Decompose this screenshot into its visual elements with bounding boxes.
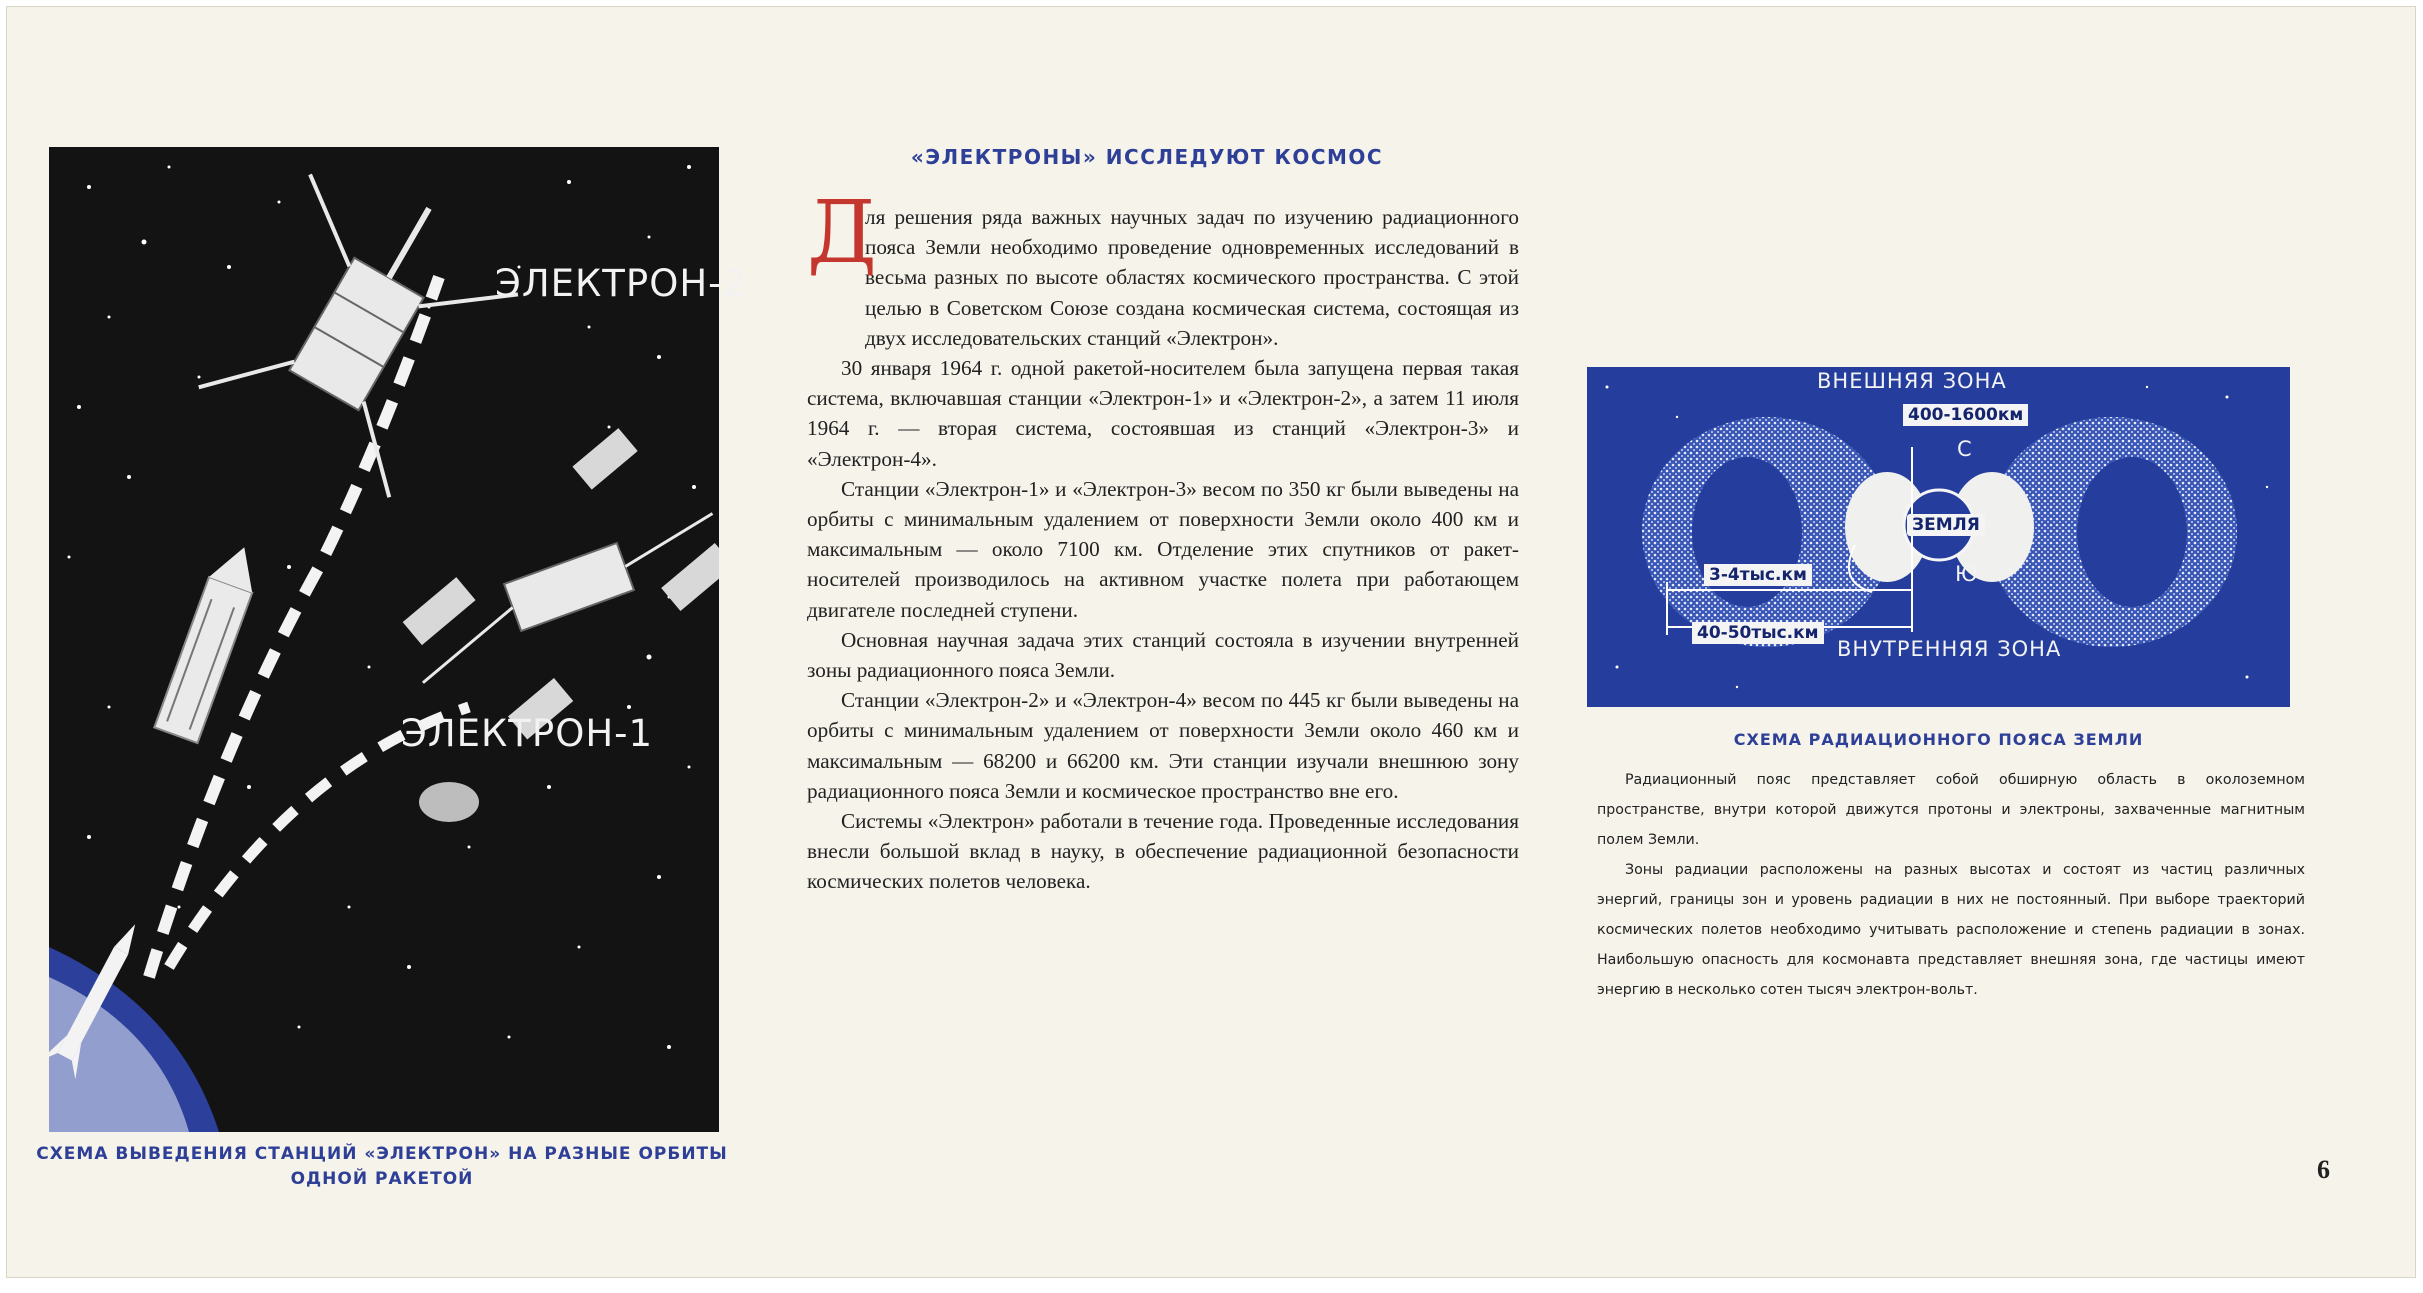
label-earth: ЗЕМЛЯ (1907, 514, 1985, 536)
figure-paragraph-2: Зоны радиации расположены на разных высотах и состоят из частиц различных энергий, границы зон и уровень радиации в них не постоянный. При выборе траекторий космических полетов необходимо учитывать расположение и степень радиации в зонах. Наибольшую опасность для космонавта представляет внешняя зона, где частицы имеют энергию в несколько сотен тысяч электрон-вольт. (1597, 862, 2305, 998)
first-paragraph-text: ля решения ряда важных научных задач по изучению радиационного пояса Земли необходимо проведение одновременных исследований в весьма разных по высоте областях космического пространства. С этой целью в Советском Союзе создана космическая система, состоящая из двух исследовательских станций «Электрон». (865, 205, 1519, 350)
label-electron2: ЭЛЕКТРОН-2 (495, 262, 748, 305)
radiation-belt-diagram (1587, 367, 2290, 707)
label-north: С (1957, 437, 1973, 461)
label-inner-zone: ВНУТРЕННЯЯ ЗОНА (1837, 637, 2062, 661)
label-south: Ю (1955, 562, 1979, 586)
brochure-page (6, 6, 2416, 1278)
nebula (419, 782, 479, 822)
label-electron1: ЭЛЕКТРОН-1 (401, 712, 654, 755)
article-paragraph-4: Основная научная задача этих станций состояла в изучении внутренней зоны радиационного пояса Земли. (807, 627, 1519, 683)
drop-cap: Д (807, 183, 877, 283)
electron2-satellite (190, 148, 533, 502)
article-paragraph-2: 30 января 1964 г. одной ракетой-носителем была запущена первая такая система, включавшая станции «Электрон-1» и «Электрон-2», а затем 11 июля 1964 г. — вторая система, состоявшая из станций «Электрон-3» и «Электрон-4». (807, 356, 1519, 471)
electron-launch-illustration (49, 147, 748, 1132)
article-paragraph-1 (807, 183, 1519, 353)
label-400-1600-km: 400-1600км (1903, 404, 2028, 426)
article-paragraph-6: Системы «Электрон» работали в течение года. Проведенные исследования внесли большой вклад в науку, в обеспечение радиационной безопасности космических полетов человека. (807, 809, 1519, 894)
article-paragraph-3: Станции «Электрон-1» и «Электрон-3» весом по 350 кг были выведены на орбиты с минимальным удалением от поверхности Земли около 400 км и максимальным — около 7100 км. Отделение этих спутников от ракет-носителей производилось на активном участке полета при работающем двигателе последней ступени. (807, 476, 1519, 622)
article-body (807, 183, 1519, 897)
label-3-4-thousand-km: 3-4тыс.км (1704, 564, 1812, 586)
article-title: «ЭЛЕКТРОНЫ» ИССЛЕДУЮТ КОСМОС (910, 145, 1384, 169)
figure-caption: СХЕМА РАДИАЦИОННОГО ПОЯСА ЗЕМЛИ (1733, 730, 2144, 749)
article-paragraph-5: Станции «Электрон-2» и «Электрон-4» весом по 445 кг были выведены на орбиты с минимальным удалением от поверхности Земли около 460 км и максимальным — 68200 и 66200 км. Эти станции изучали внешнюю зону радиационного пояса Земли и космическое пространство вне его. (807, 688, 1519, 803)
label-40-50-thousand-km: 40-50тыс.км (1692, 622, 1824, 644)
figure-paragraph-1: Радиационный пояс представляет собой обширную область в околоземном пространстве, внутри которой движутся протоны и электроны, захваченные магнитным полем Земли. (1597, 772, 2305, 848)
caption-line-1: СХЕМА ВЫВЕДЕНИЯ СТАНЦИЙ «ЭЛЕКТРОН» НА РАЗНЫЕ ОРБИТЫ (36, 1144, 728, 1164)
page-number: 6 (2317, 1155, 2330, 1184)
illustration-caption (27, 1142, 737, 1192)
figure-description (1597, 765, 2305, 1005)
caption-line-2: ОДНОЙ РАКЕТОЙ (290, 1169, 474, 1189)
label-outer-zone: ВНЕШНЯЯ ЗОНА (1817, 369, 2007, 393)
